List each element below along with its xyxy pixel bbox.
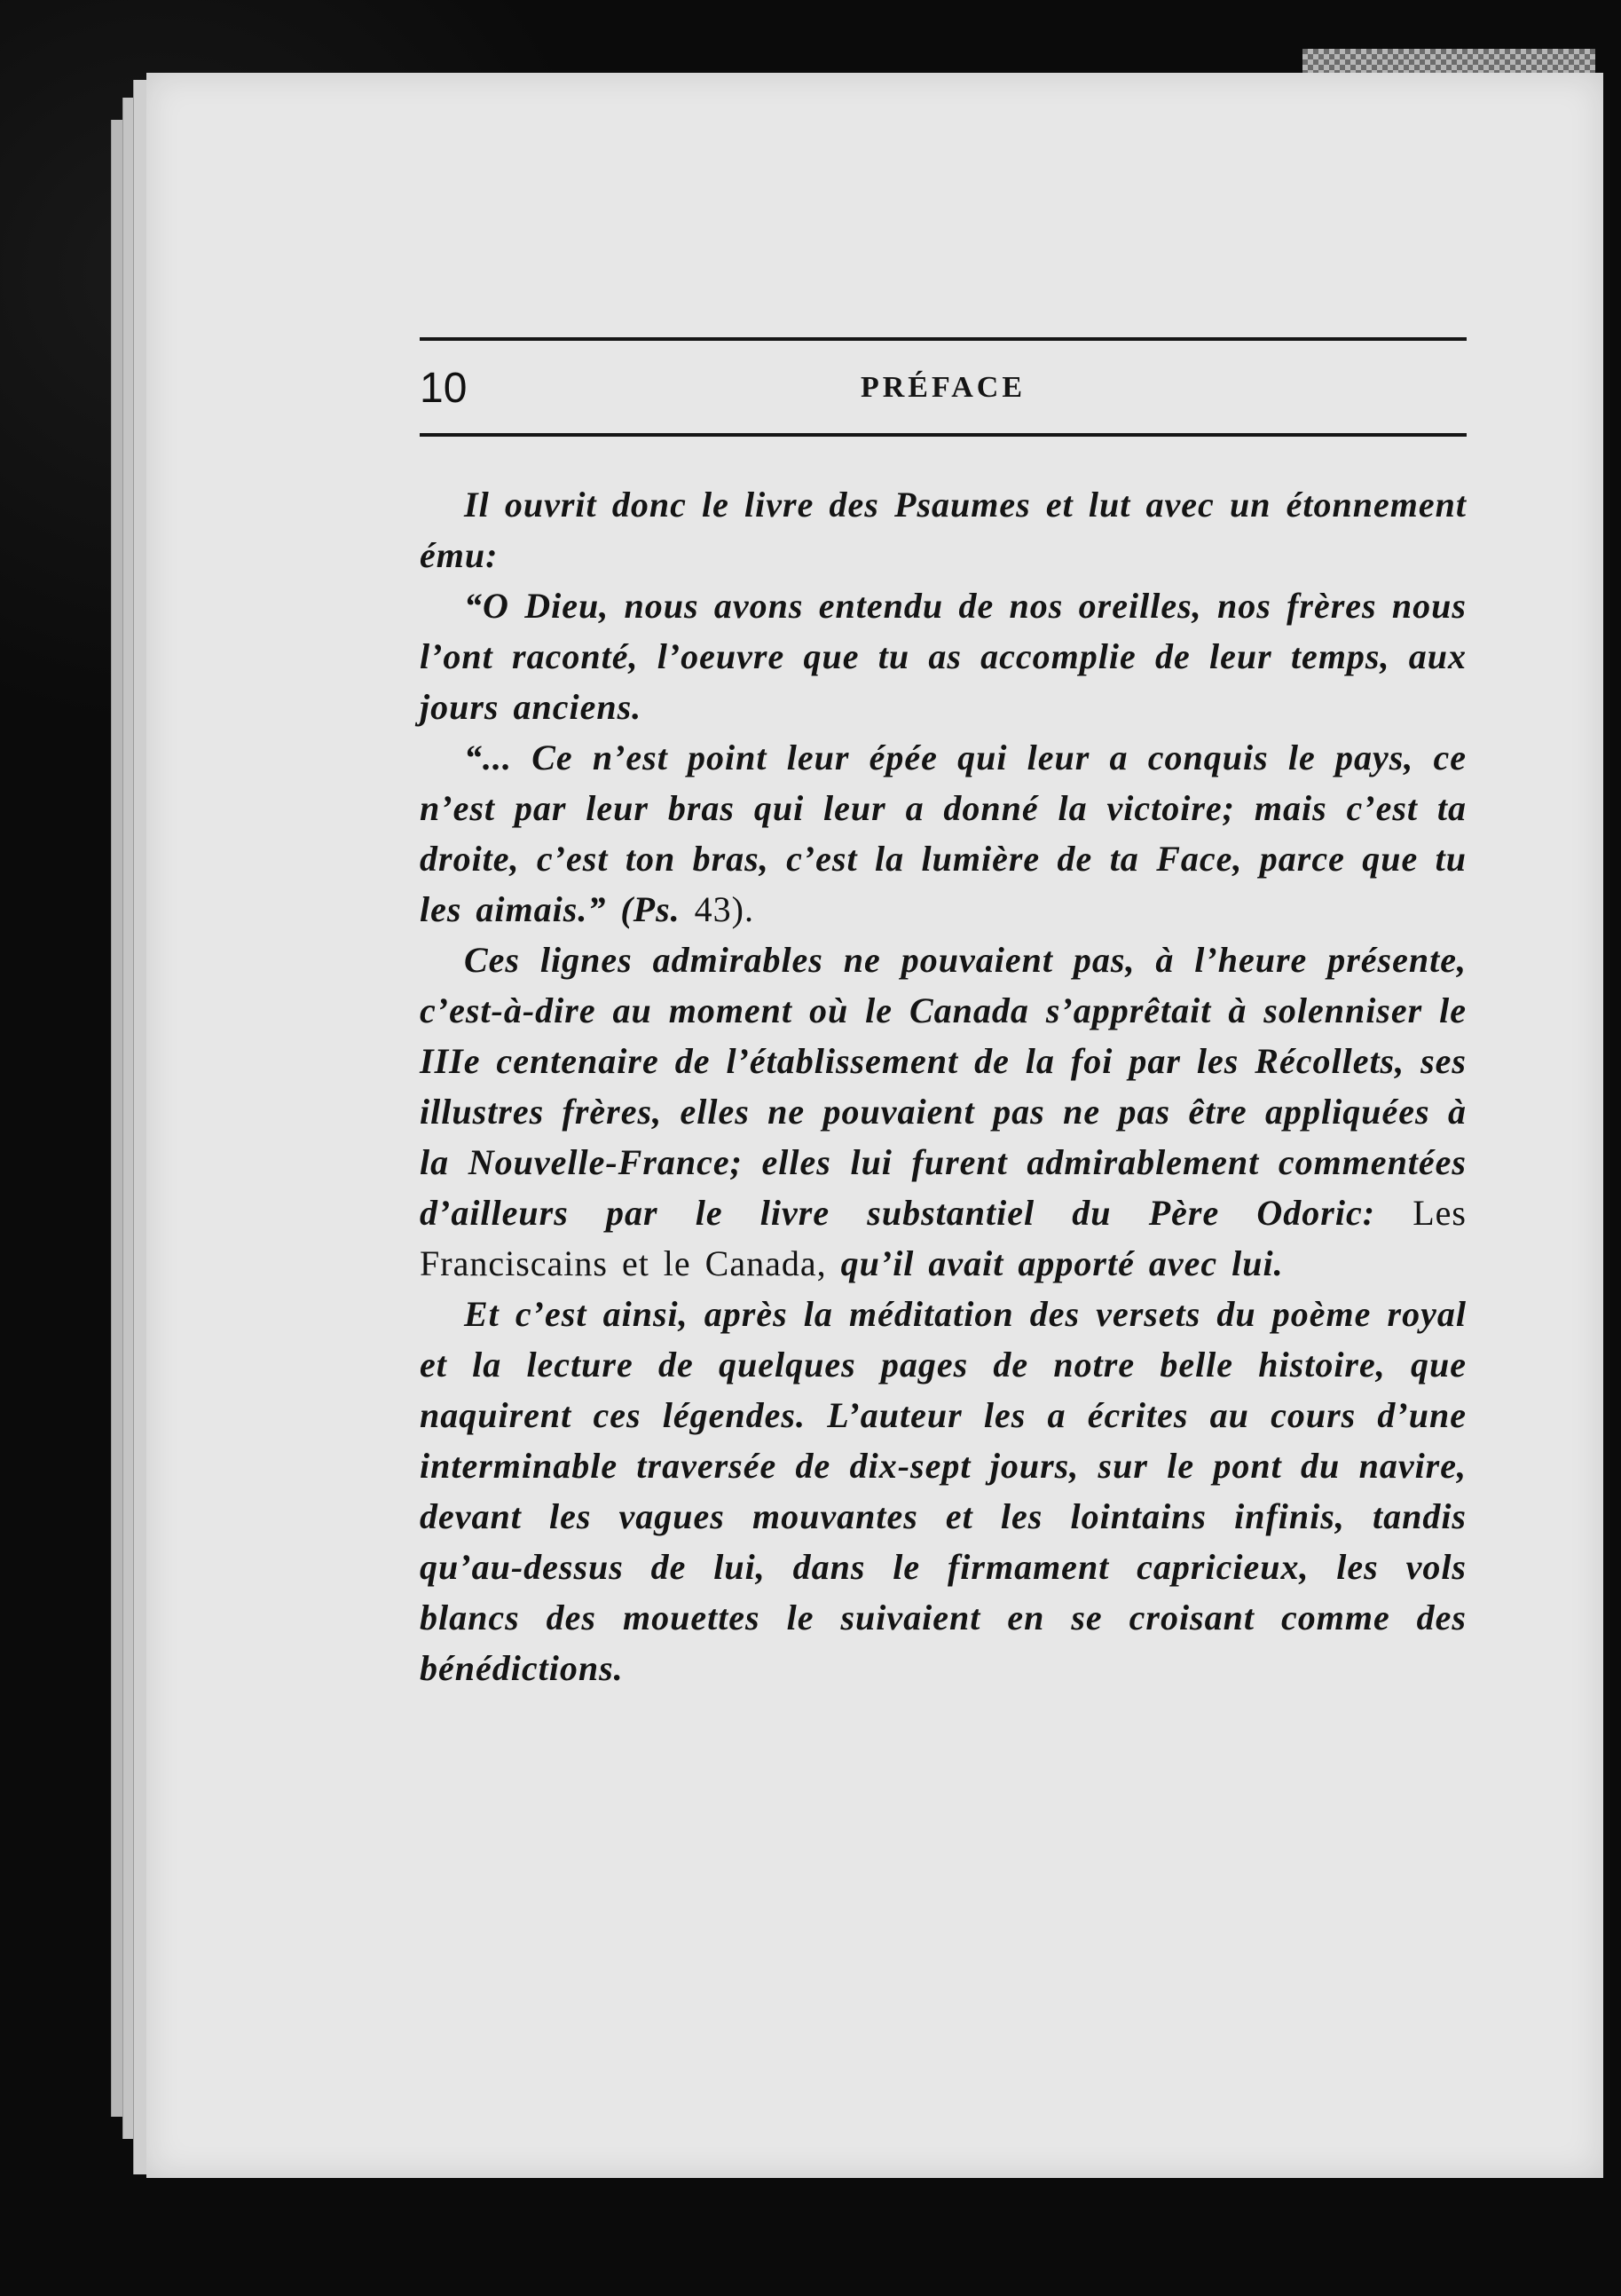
page-content [420,337,1475,1693]
body-text [420,479,1467,1693]
paragraph [420,732,1467,935]
paragraph [420,580,1467,732]
header-bottom-rule [420,433,1467,437]
text-segment: Il ouvrit donc le livre des Psaumes et lut avec un étonnement ému: [420,485,1467,575]
book-title: Les Franciscains et le Canada, [420,1193,1467,1283]
text-segment: “O Dieu, nous avons entendu de nos oreilles, nos frères nous l’ont raconté, l’oeuvre que tu as accomplie de leur temps, aux jours anciens. [420,586,1467,727]
running-head: PRÉFACE [860,371,1027,404]
paragraph [420,1289,1467,1693]
text-segment: Et c’est ainsi, après la méditation des versets du poème royal et la lecture de quelques pages de notre belle histoire, que naquirent ces légendes. L’auteur les a écrites au cours d’une interminable traversée de dix-sept jours, sur le pont du navire, devant les vagues mouvantes et les lointains infinis, tandis qu’au-dessus de lui, dans le firmament capricieux, les vols blancs des mouettes le suivaient en se croisant comme des bénédictions. [420,1294,1467,1688]
text-segment: Ces lignes admirables ne pouvaient pas, à l’heure présente, c’est-à-dire au moment où le Canada s’apprêtait à solenniser le IIIe centenaire de l’établissement de la foi par les Récollets, ses illustres frères, elles ne pouvaient pas ne pas être appliquées à la Nouvelle-France; elles lui furent admirablement commentées d’ailleurs par le livre substantiel du Père Odoric: [420,940,1467,1233]
page-number: 10 [420,365,468,412]
text-segment: qu’il avait apporté avec lui. [826,1243,1284,1283]
page-header [420,341,1475,433]
paragraph [420,935,1467,1289]
citation-number: 43). [680,889,754,929]
citation-abbrev: Ps. [633,889,681,929]
paragraph [420,479,1467,580]
text-segment: “... Ce n’est point leur épée qui leur a conquis le pays, ce n’est par leur bras qui leur a donné la victoire; mais c’est ta droite, c’est ton bras, c’est la lumière de ta Face, parce que tu les aimais.” ( [420,738,1467,929]
book-page [146,73,1603,2178]
